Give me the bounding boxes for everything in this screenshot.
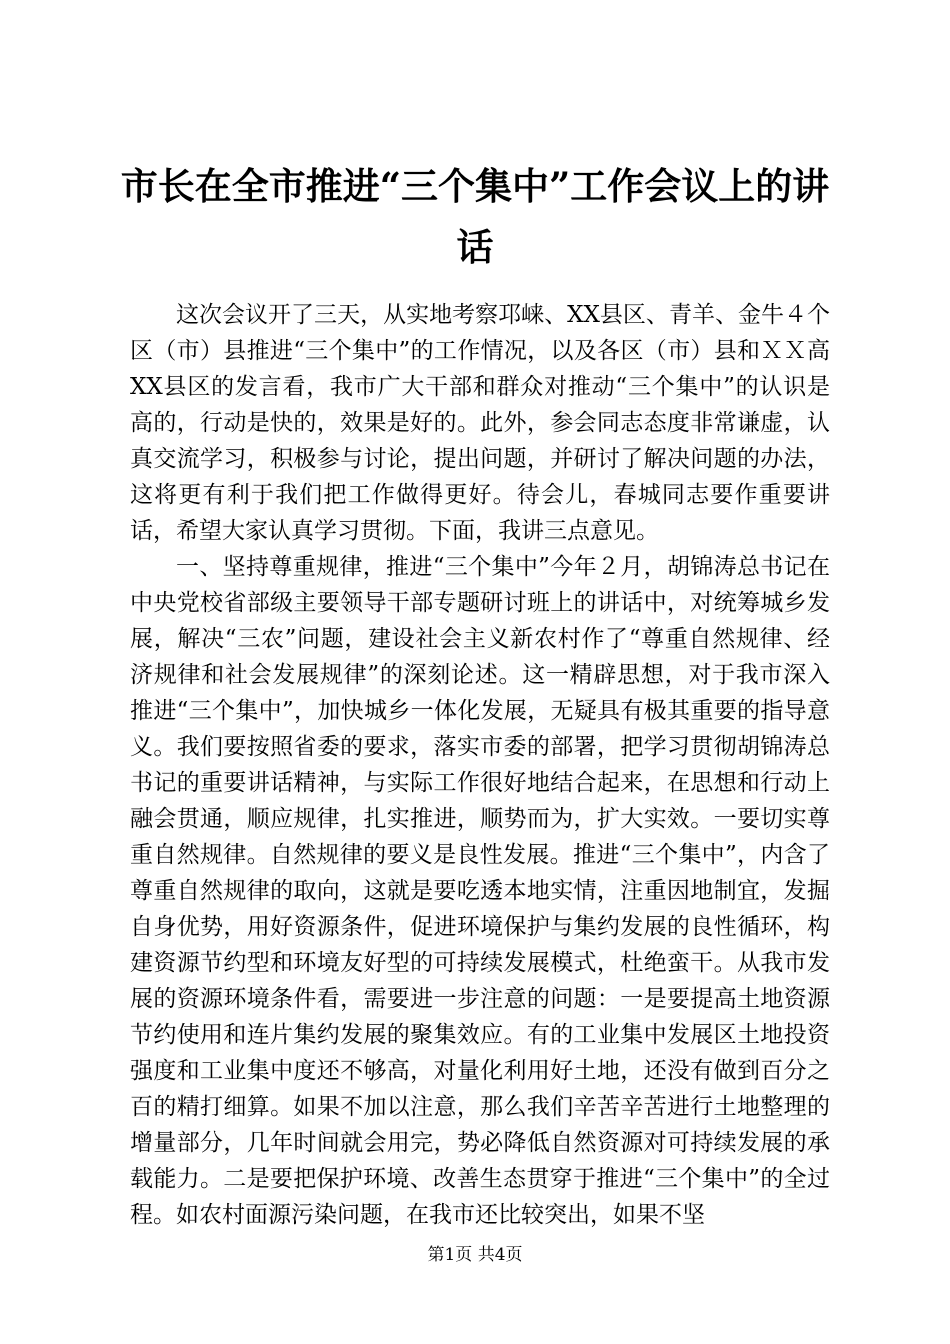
body-paragraph: 这次会议开了三天，从实地考察邛崃、XX县区、青羊、金牛４个区（市）县推进“三个集中”的工作情况，以及各区（市）县和ＸＸ高XX县区的发言看，我市广大干部和群众对推动“三个集中”的认识是高的，行动是快的，效果是好的。此外，参会同志态度非常谦虚，认真交流学习，积极参与讨论，提出问题，并研讨了解决问题的办法，这将更有利于我们把工作做得更好。待会儿，春城同志要作重要讲话，希望大家认真学习贯彻。下面，我讲三点意见。 [130, 302, 830, 544]
document-title: 市长在全市推进“三个集中”工作会议上的讲话 [120, 164, 830, 269]
page-footer: 第1页 共4页 [427, 1245, 523, 1265]
body-paragraph: 一、坚持尊重规律，推进“三个集中”今年２月，胡锦涛总书记在中央党校省部级主要领导干部专题研讨班上的讲话中，对统筹城乡发展，解决“三农”问题，建设社会主义新农村作了“尊重自然规律、经济规律和社会发展规律”的深刻论述。这一精辟思想，对于我市深入推进“三个集中”，加快城乡一体化发展，无疑具有极其重要的指导意义。我们要按照省委的要求，落实市委的部署，把学习贯彻胡锦涛总书记的重要讲话精神，与实际工作很好地结合起来，在思想和行动上融会贯通，顺应规律，扎实推进，顺势而为，扩大实效。一要切实尊重自然规律。自然规律的要义是良性发展。推进“三个集中”，内含了尊重自然规律的取向，这就是要吃透本地实情，注重因地制宜，发掘自身优势，用好资源条件，促进环境保护与集约发展的良性循环，构建资源节约型和环境友好型的可持续发展模式，杜绝蛮干。从我市发展的资源环境条件看，需要进一步注意的问题：一是要提高土地资源节约使用和连片集约发展的聚集效应。有的工业集中发展区土地投资强度和工业集中度还不够高，对量化利用好土地，还没有做到百分之百的精打细算。如果不加以注意，那么我们辛苦辛苦进行土地整理的增量部分，几年时间就会用完，势必降低自然资源对可持续发展的承载能力。二是要把保护环境、改善生态贯穿于推进“三个集中”的全过程。如农村面源污染问题，在我市还比较突出，如果不坚 [130, 554, 830, 1228]
document-body [130, 297, 830, 1233]
